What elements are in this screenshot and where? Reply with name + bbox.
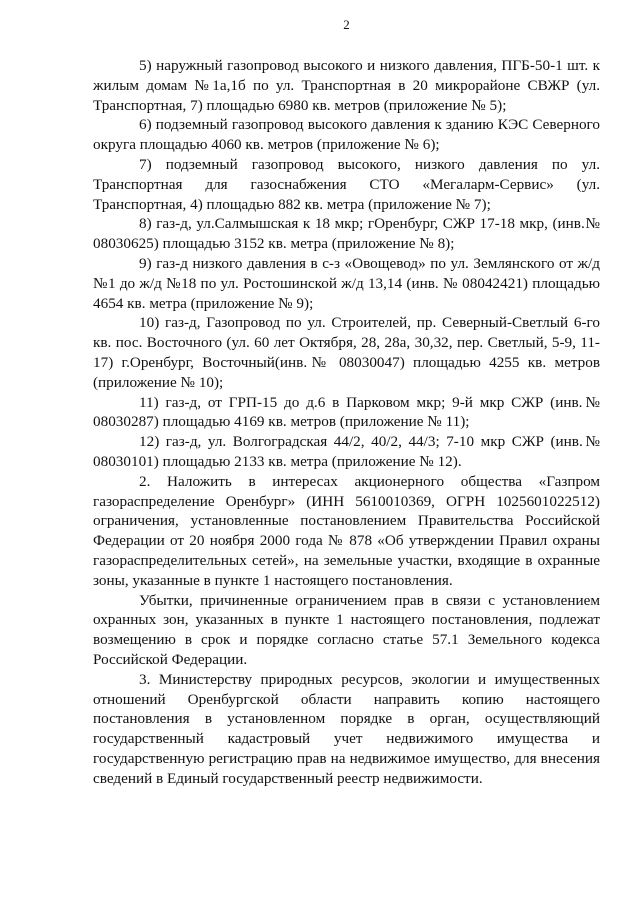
paragraph-item-11: 11) газ-д, от ГРП-15 до д.6 в Парковом мкр; 9-й мкр СЖР (инв.№ 08030287) площадью 4169 кв. метров (приложение № 11); [93,393,600,431]
document-page [93,0,600,904]
page-number: 2 [343,17,350,32]
paragraph-item-6: 6) подземный газопровод высокого давления к зданию КЭС Северного округа площадью 4060 кв. метров (приложение № 6); [93,116,600,154]
paragraph-clause-2: 2. Наложить в интересах акционерного общества «Газпром газораспределение Оренбург» (ИНН 5610010369, ОГРН 1025601022512) ограничения, установленные постановлением Правительства Российской Федерации от 20 ноября 2000 года № 878 «Об утверждении Правил охраны газораспределительных сетей», на земельные участки, входящие в охранные зоны, указанные в пункте 1 настоящего постановления. [93,472,600,589]
paragraph-damages: Убытки, причиненные ограничением прав в связи с установлением охранных зон, указанных в пункте 1 настоящего постановления, подлежат возмещению в срок и порядке согласно статье 57.1 Земельного кодекса Российской Федерации. [93,591,600,668]
paragraph-item-10: 10) газ-д, Газопровод по ул. Строителей, пр. Северный-Светлый 6-го кв. пос. Восточного (ул. 60 лет Октября, 28, 28а, 30,32, пер. Светлый, 5-9, 11-17) г.Оренбург, Восточный(инв.№ 08030047) площадью 4255 кв. метров (приложение № 10); [93,314,600,391]
paragraph-item-8: 8) газ-д, ул.Салмышская к 18 мкр; гОренбург, СЖР 17-18 мкр, (инв.№ 08030625) площадью 3152 кв. метра (приложение № 8); [93,215,600,253]
document-body [93,56,600,788]
paragraph-item-5: 5) наружный газопровод высокого и низкого давления, ПГБ-50-1 шт. к жилым домам №1а,1б по ул. Транспортная в 20 микрорайоне СВЖР (ул. Транспортная, 7) площадью 6980 кв. метров (приложение № 5); [93,57,600,114]
paragraph-item-9: 9) газ-д низкого давления в с-з «Овощевод» по ул. Землянского от ж/д №1 до ж/д №18 по ул. Ростошинской ж/д 13,14 (инв. № 08042421) площадью 4654 кв. метра (приложение № 9); [93,254,600,312]
paragraph-clause-3: 3. Министерству природных ресурсов, экологии и имущественных отношений Оренбургской области направить копию настоящего постановления в установленном порядке в орган, осуществляющий государственный кадастровый учет недвижимого имущества и государственную регистрацию прав на недвижимое имущество, для внесения сведений в Единый государственный реестр недвижимости. [93,670,600,787]
paragraph-item-12: 12) газ-д, ул. Волгоградская 44/2, 40/2, 44/3; 7-10 мкр СЖР (инв.№ 08030101) площадью 2133 кв. метра (приложение № 12). [93,433,600,470]
paragraph-item-7: 7) подземный газопровод высокого, низкого давления по ул. Транспортная для газоснабжения СТО «Мегаларм-Сервис» (ул. Транспортная, 4) площадью 882 кв. метра (приложение № 7); [93,155,600,213]
